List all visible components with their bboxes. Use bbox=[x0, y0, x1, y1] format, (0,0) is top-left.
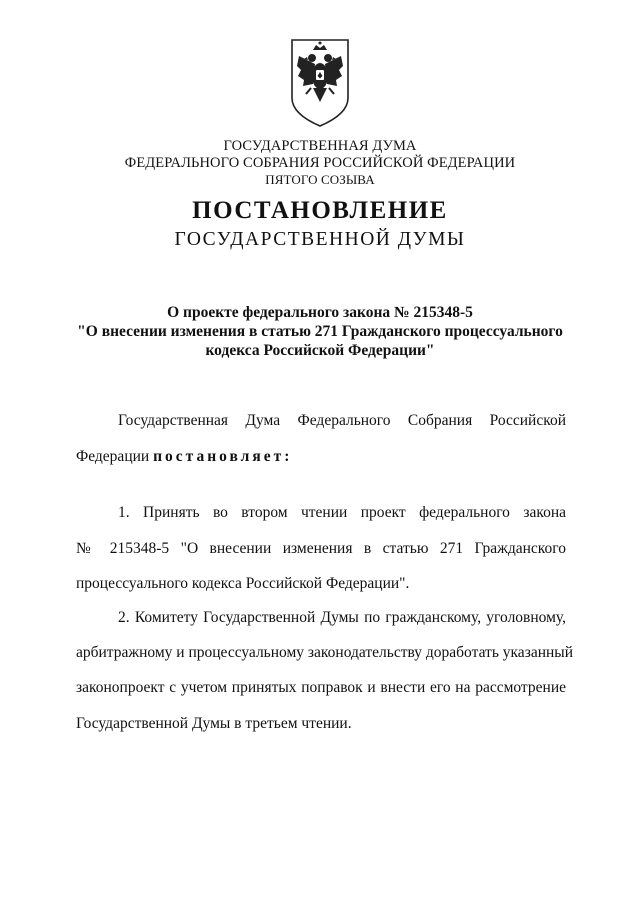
coat-of-arms-icon bbox=[289, 36, 351, 128]
subject-line-1: О проекте федерального закона № 215348-5 bbox=[167, 304, 473, 321]
document-subtitle: ГОСУДАРСТВЕННОЙ ДУМЫ bbox=[174, 229, 466, 250]
document-title: ПОСТАНОВЛЕНИЕ bbox=[192, 197, 448, 224]
issuer-line-1: ГОСУДАРСТВЕННАЯ ДУМА bbox=[223, 138, 417, 154]
preamble-line-1: Государственная Дума Федерального Собрания Российской bbox=[118, 412, 566, 429]
preamble-line-2 bbox=[76, 448, 292, 466]
item2-line-2: арбитражному и процессуальному законодательству доработать указанный bbox=[76, 644, 573, 661]
item1-line-3: процессуального кодекса Российской Федерации". bbox=[76, 575, 410, 592]
item2-line-1: 2. Комитету Государственной Думы по гражданскому, уголовному, bbox=[118, 609, 566, 626]
item2-line-3: законопроект с учетом принятых поправок и внести его на рассмотрение bbox=[76, 679, 566, 696]
subject-line-2: "О внесении изменения в статью 271 Гражданского процессуального bbox=[77, 323, 563, 340]
subject-line-3: кодекса Российской Федерации" bbox=[205, 342, 435, 359]
item1-line-2: № 215348-5 "О внесении изменения в статью 271 Гражданского bbox=[76, 540, 566, 557]
issuer-line-3: ПЯТОГО СОЗЫВА bbox=[265, 172, 375, 187]
preamble-text: Федерации bbox=[76, 448, 154, 465]
resolves-word: постановляет: bbox=[153, 448, 293, 465]
issuer-line-2: ФЕДЕРАЛЬНОГО СОБРАНИЯ РОССИЙСКОЙ ФЕДЕРАЦИИ bbox=[124, 155, 516, 171]
item2-line-4: Государственной Думы в третьем чтении. bbox=[76, 715, 352, 732]
item1-line-1: 1. Принять во втором чтении проект федерального закона bbox=[118, 504, 566, 521]
